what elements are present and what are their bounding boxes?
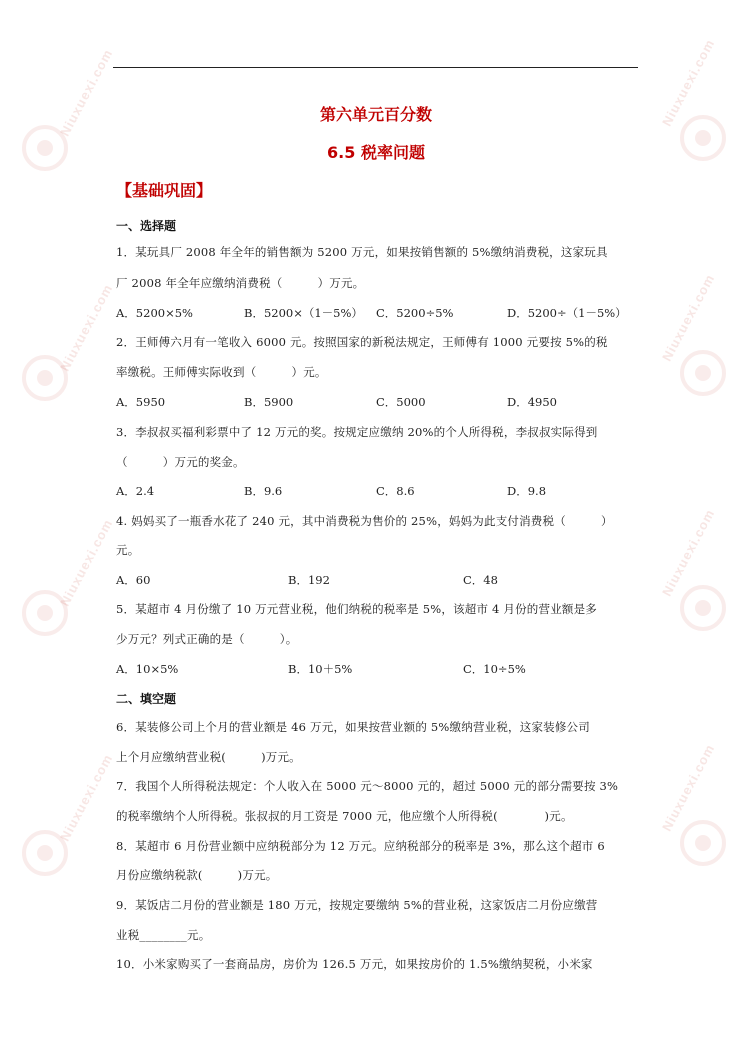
option-a: A．2.4 xyxy=(116,484,155,498)
question-line: 率缴税。王师傅实际收到（ ）元。 xyxy=(116,365,327,379)
option-c: C．5000 xyxy=(376,395,426,409)
watermark-logo-icon xyxy=(22,830,68,876)
part2-heading: 二、填空题 xyxy=(116,692,177,706)
question-line: 2．王师傅六月有一笔收入 6000 元。按照国家的新税法规定，王师傅有 1000 元要按 5%的税 xyxy=(116,335,608,349)
option-c: C．8.6 xyxy=(376,484,415,498)
option-b: B．5200×（1－5%） xyxy=(244,306,363,320)
section-label: 【基础巩固】 xyxy=(116,181,213,200)
question-line: 的税率缴纳个人所得税。张叔叔的月工资是 7000 元，他应缴个人所得税( )元。 xyxy=(116,809,573,823)
question-line: 6．某装修公司上个月的营业额是 46 万元，如果按营业额的 5%缴纳营业税，这家装修公司 xyxy=(116,720,590,734)
option-c: C．48 xyxy=(463,573,498,587)
question-line: 10．小米家购买了一套商品房，房价为 126.5 万元，如果按房价的 1.5%缴纳契税，小米家 xyxy=(116,957,593,971)
option-a: A．60 xyxy=(116,573,151,587)
question-line: 上个月应缴纳营业税( )万元。 xyxy=(116,750,301,764)
page-title: 第六单元百分数 xyxy=(319,105,432,124)
question-line: 元。 xyxy=(116,543,140,557)
watermark-logo-icon xyxy=(22,355,68,401)
question-line: 8．某超市 6 月份营业额中应纳税部分为 12 万元。应纳税部分的税率是 3%，那么这个超市 6 xyxy=(116,839,605,853)
question-line: 业税________元。 xyxy=(116,928,211,942)
question-line: 1．某玩具厂 2008 年全年的销售额为 5200 万元，如果按销售额的 5%缴纳消费税，这家玩具 xyxy=(116,245,608,259)
watermark-text: Niuxuexi.com xyxy=(56,516,116,609)
question-line: 5．某超市 4 月份缴了 10 万元营业税，他们纳税的税率是 5%，该超市 4 月份的营业额是多 xyxy=(116,602,598,616)
option-d: D．5200÷（1－5%） xyxy=(507,306,627,320)
watermark-text: Niuxuexi.com xyxy=(658,36,718,129)
watermark-text: Niuxuexi.com xyxy=(56,751,116,844)
option-d: D．9.8 xyxy=(507,484,547,498)
question-line: 厂 2008 年全年应缴纳消费税（ ）万元。 xyxy=(116,276,365,290)
option-a: A．5200×5% xyxy=(116,306,193,320)
question-line: 4. 妈妈买了一瓶香水花了 240 元，其中消费税为售价的 25%，妈妈为此支付消费税（ ） xyxy=(116,514,613,528)
question-line: 7．我国个人所得税法规定：个人收入在 5000 元～8000 元的，超过 5000 元的部分需要按 3% xyxy=(116,779,619,793)
header-rule xyxy=(113,67,638,68)
watermark-logo-icon xyxy=(680,585,726,631)
watermark-text: Niuxuexi.com xyxy=(658,506,718,599)
question-line: 9．某饭店二月份的营业额是 180 万元，按规定要缴纳 5%的营业税，这家饭店二月份应缴营 xyxy=(116,898,598,912)
part1-heading: 一、选择题 xyxy=(116,219,177,233)
option-b: B．192 xyxy=(288,573,330,587)
option-a: A．10×5% xyxy=(116,662,179,676)
watermark-logo-icon xyxy=(680,820,726,866)
watermark-text: Niuxuexi.com xyxy=(56,46,116,139)
watermark-text: Niuxuexi.com xyxy=(56,281,116,374)
option-c: C．10÷5% xyxy=(463,662,526,676)
watermark-logo-icon xyxy=(680,350,726,396)
option-a: A．5950 xyxy=(116,395,166,409)
watermark-logo-icon xyxy=(22,590,68,636)
option-b: B．10＋5% xyxy=(288,662,353,676)
option-b: B．9.6 xyxy=(244,484,283,498)
option-d: D．4950 xyxy=(507,395,557,409)
question-line: 3．李叔叔买福利彩票中了 12 万元的奖。按规定应缴纳 20%的个人所得税，李叔叔实际得到 xyxy=(116,425,598,439)
question-line: （ ）万元的奖金。 xyxy=(116,455,245,469)
question-line: 少万元？列式正确的是（ ）。 xyxy=(116,632,298,646)
option-b: B．5900 xyxy=(244,395,294,409)
option-c: C．5200÷5% xyxy=(376,306,454,320)
watermark-text: Niuxuexi.com xyxy=(658,741,718,834)
page-subtitle: 6.5 税率问题 xyxy=(327,143,425,162)
watermark-text: Niuxuexi.com xyxy=(658,271,718,364)
question-line: 月份应缴纳税款( )万元。 xyxy=(116,868,278,882)
